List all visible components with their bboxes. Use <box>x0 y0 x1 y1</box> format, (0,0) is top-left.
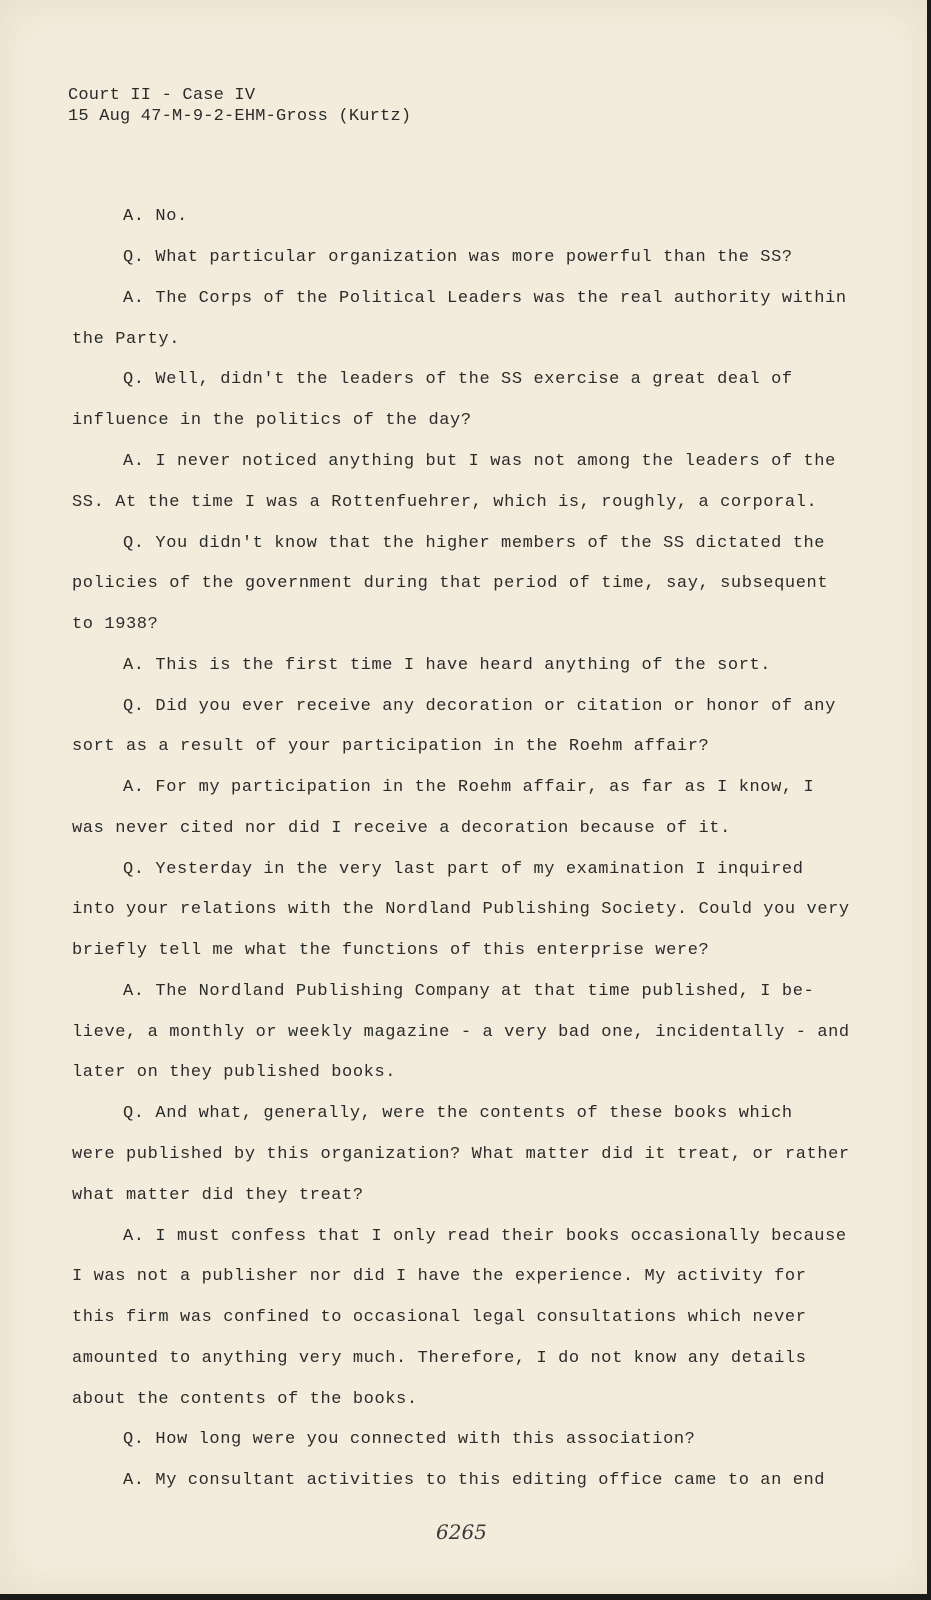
transcript-line: A. I must confess that I only read their books occasionally because <box>123 1227 847 1246</box>
transcript-line: A. No. <box>123 207 188 226</box>
transcript-line: what matter did they treat? <box>72 1186 364 1205</box>
transcript-line: Q. You didn't know that the higher members of the SS dictated the <box>123 534 826 553</box>
transcript-line: A. This is the first time I have heard anything of the sort. <box>123 656 772 675</box>
page-number: 6265 <box>436 1520 487 1544</box>
transcript-line: Q. What particular organization was more powerful than the SS? <box>123 248 793 267</box>
transcript-line: the Party. <box>72 330 181 349</box>
transcript-line: was never cited nor did I receive a decoration because of it. <box>72 819 731 838</box>
transcript-line: amounted to anything very much. Therefore, I do not know any details <box>72 1349 807 1368</box>
transcript-line: later on they published books. <box>72 1063 397 1082</box>
scan-edge <box>0 1594 931 1600</box>
case-header: Court II - Case IV <box>68 86 256 105</box>
transcript-line: A. The Corps of the Political Leaders was the real authority within <box>123 289 847 308</box>
transcript-line: Q. And what, generally, were the contents of these books which <box>123 1104 793 1123</box>
session-header: 15 Aug 47-M-9-2-EHM-Gross (Kurtz) <box>68 107 412 126</box>
transcript-line: A. My consultant activities to this editing office came to an end <box>123 1471 826 1490</box>
transcript-line: were published by this organization? What matter did it treat, or rather <box>72 1145 850 1164</box>
transcript-line: into your relations with the Nordland Publishing Society. Could you very <box>72 900 850 919</box>
transcript-line: A. I never noticed anything but I was not among the leaders of the <box>123 452 836 471</box>
transcript-line: about the contents of the books. <box>72 1390 418 1409</box>
transcript-line: lieve, a monthly or weekly magazine - a very bad one, incidentally - and <box>72 1023 850 1042</box>
transcript-line: to 1938? <box>72 615 159 634</box>
transcript-line: sort as a result of your participation in the Roehm affair? <box>72 737 710 756</box>
transcript-line: A. For my participation in the Roehm affair, as far as I know, I <box>123 778 815 797</box>
transcript-line: Q. Yesterday in the very last part of my examination I inquired <box>123 860 804 879</box>
transcript-line: briefly tell me what the functions of this enterprise were? <box>72 941 710 960</box>
transcript-line: influence in the politics of the day? <box>72 411 472 430</box>
transcript-line: A. The Nordland Publishing Company at that time published, I be- <box>123 982 815 1001</box>
transcript-line: policies of the government during that period of time, say, subsequent <box>72 574 829 593</box>
transcript-line: I was not a publisher nor did I have the experience. My activity for <box>72 1267 807 1286</box>
transcript-line: Q. Did you ever receive any decoration or citation or honor of any <box>123 697 836 716</box>
transcript-line: Q. Well, didn't the leaders of the SS exercise a great deal of <box>123 370 793 389</box>
transcript-line: SS. At the time I was a Rottenfuehrer, which is, roughly, a corporal. <box>72 493 818 512</box>
transcript-line: Q. How long were you connected with this association? <box>123 1430 696 1449</box>
transcript-line: this firm was confined to occasional legal consultations which never <box>72 1308 807 1327</box>
